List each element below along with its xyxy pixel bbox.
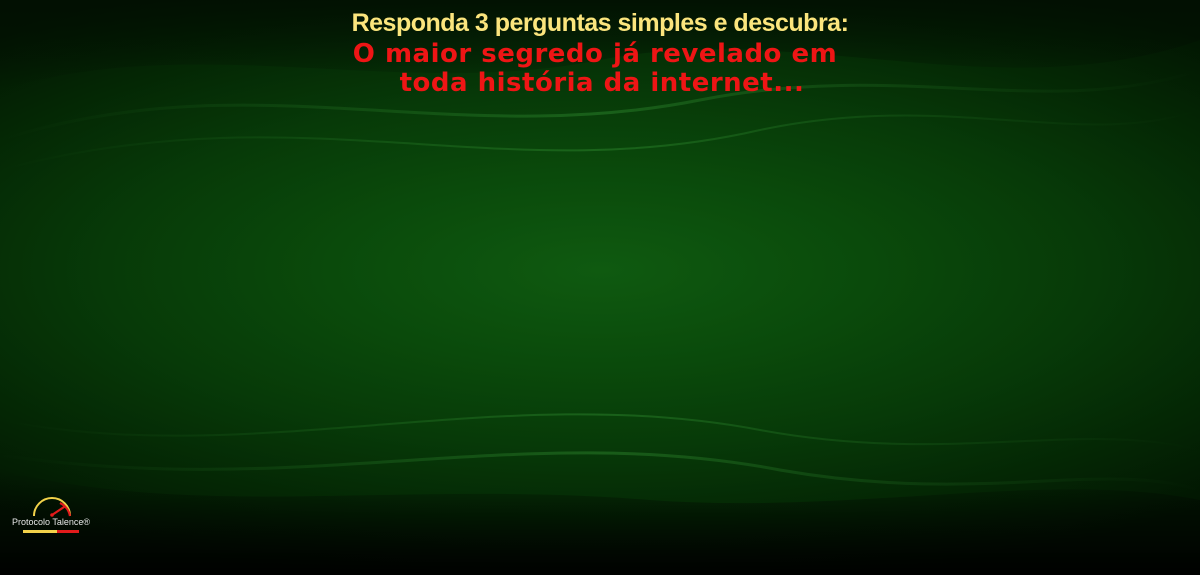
secret-headline-line-1: O maior segredo já revelado em: [352, 39, 838, 69]
logo-text: Protocolo Talence®: [11, 517, 90, 527]
secret-headline: [0, 40, 1200, 98]
logo-underline: [23, 530, 79, 533]
brand-logo: [6, 494, 96, 536]
intro-headline: Responda 3 perguntas simples e descubra:: [351, 9, 849, 37]
secret-headline-line-2: toda história da internet...: [399, 68, 805, 98]
speedometer-icon: [30, 494, 74, 518]
